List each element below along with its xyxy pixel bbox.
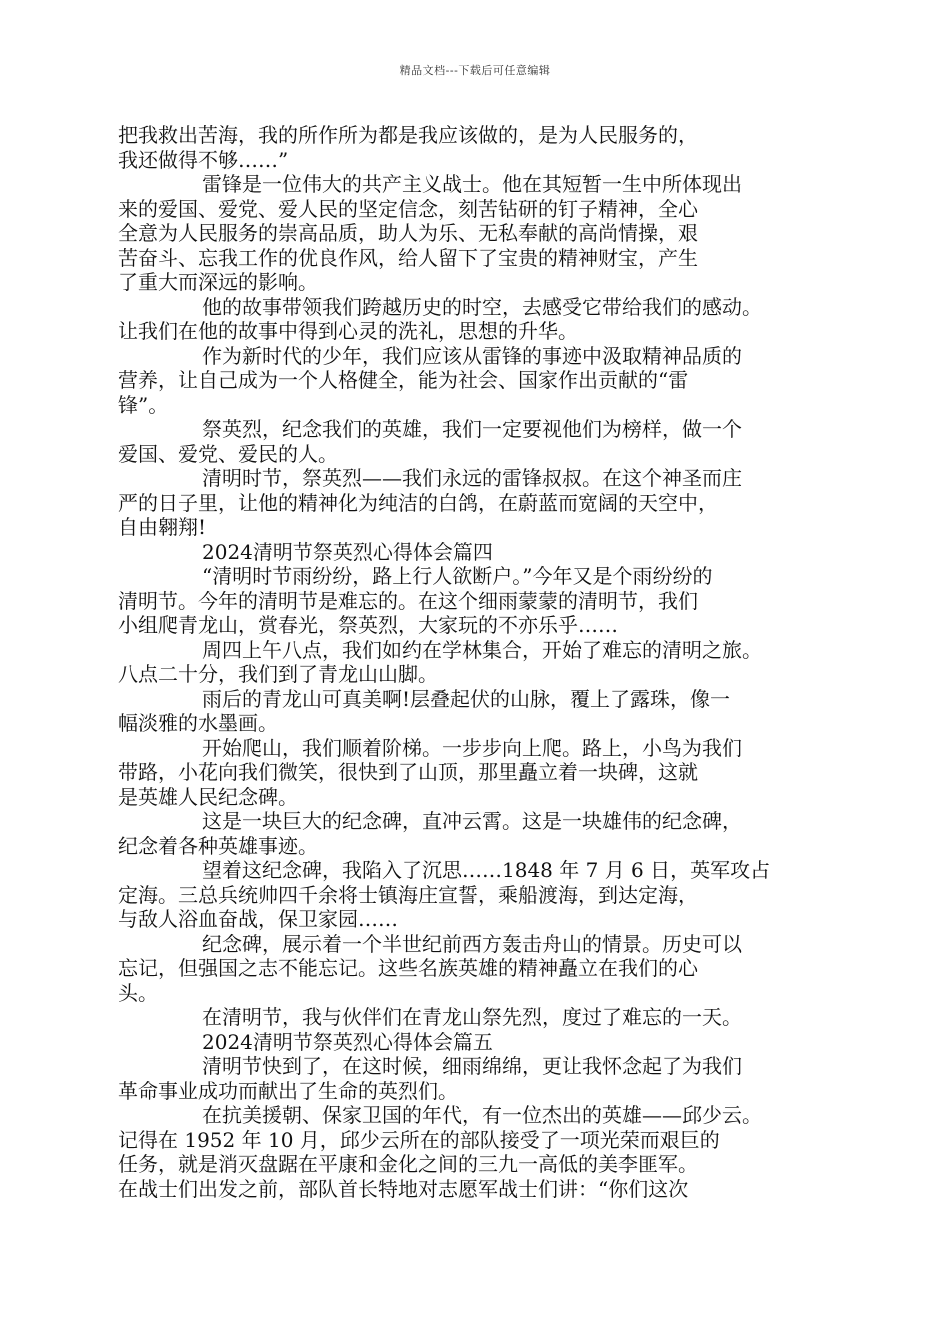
text-line: 苦奋斗、忘我工作的优良作风，给人留下了宝贵的精神财宝，产生 [118,245,698,270]
text-line: 来的爱国、爱党、爱人民的坚定信念，刻苦钻研的钉子精神，全心 [118,196,698,221]
text-line: 作为新时代的少年，我们应该从雷锋的事迹中汲取精神品质的 [202,343,742,368]
text-line: 锋”。 [118,392,169,417]
text-line: 定海。三总兵统帅四千余将士镇海庄宣誓，乘船渡海，到达定海， [118,882,698,907]
text-line: 雨后的青龙山可真美啊!层叠起伏的山脉，覆上了露珠，像一 [202,686,731,711]
text-line: 2024清明节祭英烈心得体会篇四 [202,539,493,564]
text-line: 八点二十分，我们到了青龙山山脚。 [118,662,438,686]
text-line: 雷锋是一位伟大的共产主义战士。他在其短暂一生中所体现出 [202,172,742,196]
text-line: 周四上午八点，我们如约在学林集合，开始了难忘的清明之旅。 [202,637,762,662]
text-line: 是英雄人民纪念碑。 [118,784,298,809]
text-line: 小组爬青龙山，赏春光，祭英烈，大家玩的不亦乐乎…… [118,613,618,637]
text-line: 这是一块巨大的纪念碑，直冲云霄。这是一块雄伟的纪念碑， [202,809,742,833]
text-line: 纪念着各种英雄事迹。 [118,833,318,858]
text-line: 祭英烈，纪念我们的英雄，我们一定要视他们为榜样，做一个 [202,417,742,441]
text-line: 他的故事带领我们跨越历史的时空，去感受它带给我们的感动。 [202,294,762,319]
text-line: 清明节。今年的清明节是难忘的。在这个细雨蒙蒙的清明节，我们 [118,588,698,613]
text-line: 与敌人浴血奋战，保卫家园…… [118,907,398,931]
text-line: 在清明节，我与伙伴们在青龙山祭先烈，度过了难忘的一天。 [202,1005,742,1029]
text-line: 幅淡雅的水墨画。 [118,711,278,735]
text-line: 把我救出苦海，我的所作所为都是我应该做的，是为人民服务的， [118,123,698,147]
text-line: 我还做得不够……” [118,147,289,172]
text-line: “清明时节雨纷纷，路上行人欲断户。”今年又是个雨纷纷的 [202,564,713,588]
text-line: 记得在 1952 年 10 月，邱少云所在的部队接受了一项光荣而艰巨的 [118,1127,720,1152]
text-line: 纪念碑，展示着一个半世纪前西方轰击舟山的情景。历史可以 [202,931,742,956]
text-line: 任务，就是消灭盘踞在平康和金化之间的三九一高低的美李匪军。 [118,1152,698,1176]
document-body [118,123,830,1201]
text-line: 革命事业成功而献出了生命的英烈们。 [118,1078,458,1103]
text-line: 自由翱翔! [118,515,207,539]
text-line: 营养，让自己成为一个人格健全，能为社会、国家作出贡献的“雷 [118,368,689,392]
text-line: 2024清明节祭英烈心得体会篇五 [202,1029,493,1054]
text-line: 了重大而深远的影响。 [118,270,318,294]
text-line: 头。 [118,980,158,1005]
text-line: 严的日子里，让他的精神化为纯洁的白鸽，在蔚蓝而宽阔的天空中， [118,490,718,515]
text-line: 清明时节，祭英烈——我们永远的雷锋叔叔。在这个神圣而庄 [202,466,742,490]
text-line: 爱国、爱党、爱民的人。 [118,441,338,466]
page-header: 精品文档---下载后可任意编辑 [399,64,551,77]
text-line: 带路，小花向我们微笑，很快到了山顶，那里矗立着一块碑，这就 [118,760,698,784]
text-line: 在战士们出发之前，部队首长特地对志愿军战士们讲：“你们这次 [118,1176,689,1201]
text-line: 清明节快到了，在这时候，细雨绵绵，更让我怀念起了为我们 [202,1054,742,1078]
text-line: 在抗美援朝、保家卫国的年代，有一位杰出的英雄——邱少云。 [202,1103,762,1127]
text-line: 全意为人民服务的崇高品质，助人为乐、无私奉献的高尚情操，艰 [118,221,698,245]
text-line: 忘记，但强国之志不能忘记。这些名族英雄的精神矗立在我们的心 [118,956,698,980]
text-line: 让我们在他的故事中得到心灵的洗礼，思想的升华。 [118,319,578,343]
text-line: 开始爬山，我们顺着阶梯。一步步向上爬。路上，小鸟为我们 [202,735,742,760]
text-line: 望着这纪念碑，我陷入了沉思……1848 年 7 月 6 日，英军攻占 [202,858,771,882]
